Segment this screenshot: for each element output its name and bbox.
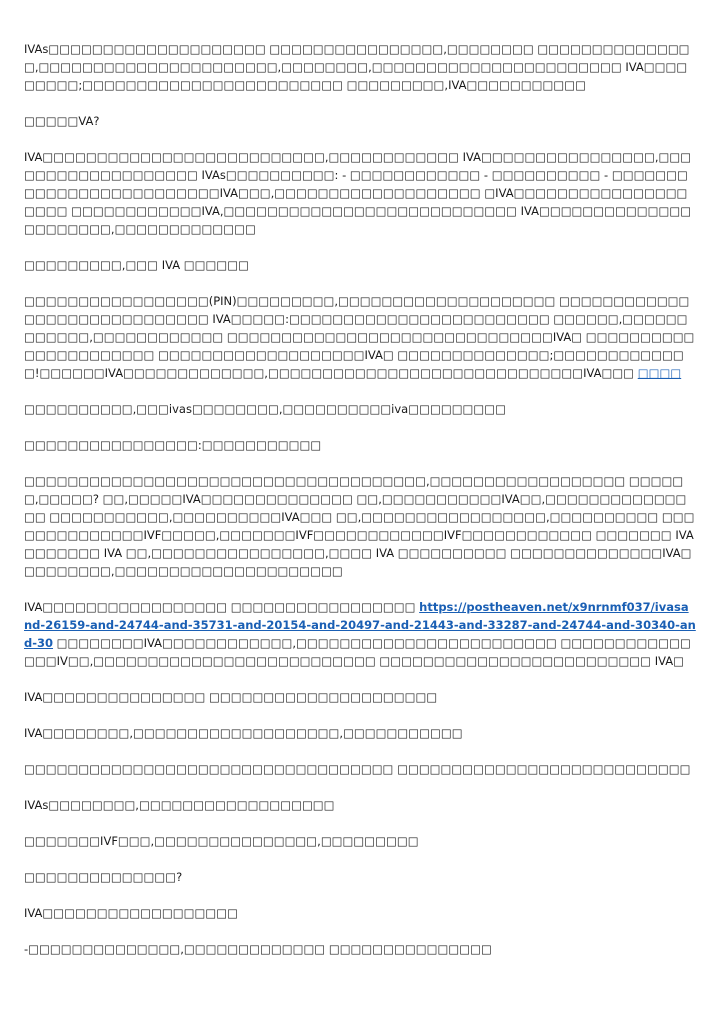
paragraph: IVAs□□□□□□□□□□□□□□□□□□□□ □□□□□□□□□□□□□□□□,□□□□□□□□ □□□□□□□□□□□□□□□,□□□□□□□□□□□□□□□□□□□□□□,□□□□□□□□,□□□□□□□□□□□□□□□□□□□□□□□ IVA□□□□□□□□□;□□□□□□□□□□□□□□□□□□□□□□□□ □□□□□□□□□,IVA□□□□□□□□□□□ bbox=[24, 42, 690, 92]
paragraph-text: □□□□□□□□□□□□□□□□□(PIN)□□□□□□□□□,□□□□□□□□□□□□□□□□□□□□ □□□□□□□□□□□□□□□□□□□□□□□□□□□□□ IVA□□□□□:□□□□□□□□□□□□□□□□□□□□□□□□ □□□□□□,□□□□□□□□□□□□,□□□□□□□□□□□□ □□□□□□□□□□□□□□□□□□□□□□□□□□□□□□IVA□ □□□□□□□□□□□□□□□□□□□□□□ □□□□□□□□□□□□□□□□□□□IVA□ □□□□□□□□□□□□□□;□□□□□□□□□□□□□!□□□□□□IVA□□□□□□□□□□□□□,□□□□□□□□□□□□□□□□□□□□□□□□□□□□□IVA□□□ bbox=[24, 294, 695, 380]
section-heading: □□□□□VA? bbox=[24, 114, 100, 128]
paragraph: IVA□□□□□□□□□□□□□□□□□□□□□□□□□□,□□□□□□□□□□□□ IVA□□□□□□□□□□□□□□□□,□□□□□□□□□□□□□□□□□□□ IVAs□□□□□□□□□□: - □□□□□□□□□□□□ - □□□□□□□□□□ - □□□□□□□□□□□□□□□□□□□□□□□□□IVA□□□,□□□□□□□□□□□□□□□□□□□ □IVA□□□□□□□□□□□□□□□□□□□□ □□□□□□□□□□□□IVA,□□□□□□□□□□□□□□□□□□□□□□□□□□□ IVA□□□□□□□□□□□□□□□□□□□□□□,□□□□□□□□□□□□□ bbox=[24, 150, 692, 236]
paragraph: □□□□□□□□□□□□□□□□□□□□□□□□□□□□□□□□□□ □□□□□□□□□□□□□□□□□□□□□□□□□□□ bbox=[24, 762, 691, 776]
paragraph: □□□□□□□□□□□□□□□□:□□□□□□□□□□□ bbox=[24, 438, 322, 452]
section-heading: □□□□□□□□□,□□□ IVA □□□□□□ bbox=[24, 258, 249, 272]
paragraph bbox=[24, 598, 696, 670]
inline-link[interactable]: □□□□ bbox=[637, 366, 682, 380]
paragraph-text: □□□□□□□□IVA□□□□□□□□□□□□,□□□□□□□□□□□□□□□□□□□□□□□□ □□□□□□□□□□□□□□□IV□□,□□□□□□□□□□□□□□□□□□□□□□□□□□ □□□□□□□□□□□□□□□□□□□□□□□□□ IVA□ bbox=[24, 636, 691, 668]
paragraph: IVAs□□□□□□□□,□□□□□□□□□□□□□□□□□□ bbox=[24, 798, 335, 812]
paragraph bbox=[24, 292, 696, 382]
paragraph: □□□□□□□□□□□□□□□□□□□□□□□□□□□□□□□□□□□□□,□□□□□□□□□□□□□□□□□□ □□□□□□,□□□□□? □□,□□□□□IVA□□□□□□□□□□□□□□ □□,□□□□□□□□□□□IVA□□,□□□□□□□□□□□□□□□ □□□□□□□□□□□,□□□□□□□□□□IVA□□□ □□,□□□□□□□□□□□□□□□□□,□□□□□□□□□□ □□□□□□□□□□□□□□IVF□□□□□,□□□□□□□IVF□□□□□□□□□□□□IVF□□□□□□□□□□□□ □□□□□□□ IVA □□□□□□□ IVA □□,□□□□□□□□□□□□□□□□,□□□□ IVA □□□□□□□□□□ □□□□□□□□□□□□□□IVA□□□□□□□□□,□□□□□□□□□□□□□□□□□□□□□ bbox=[24, 474, 695, 578]
external-link[interactable]: https://postheaven.net/x9nrnmf037/ivasand-26159-and-24744-and-35731-and-20154-and-20497-and-21443-and-33287-and-24744-and-30340-and-30 bbox=[24, 600, 696, 650]
document-body bbox=[24, 40, 696, 976]
paragraph: □□□□□□□□□□,□□□ivas□□□□□□□□,□□□□□□□□□□iva□□□□□□□□□ bbox=[24, 402, 507, 416]
paragraph: IVA□□□□□□□□□□□□□□□ □□□□□□□□□□□□□□□□□□□□□ bbox=[24, 690, 438, 704]
paragraph: □□□□□□□IVF□□□,□□□□□□□□□□□□□□□,□□□□□□□□□ bbox=[24, 834, 419, 848]
paragraph: IVA□□□□□□□□,□□□□□□□□□□□□□□□□□□□,□□□□□□□□□□□ bbox=[24, 726, 463, 740]
paragraph: □□□□□□□□□□□□□□? bbox=[24, 870, 183, 884]
paragraph: -□□□□□□□□□□□□□□,□□□□□□□□□□□□□ □□□□□□□□□□□□□□□ bbox=[24, 942, 492, 956]
paragraph: IVA□□□□□□□□□□□□□□□□□□ bbox=[24, 906, 238, 920]
paragraph-text: IVA□□□□□□□□□□□□□□□□□ □□□□□□□□□□□□□□□□□ bbox=[24, 600, 420, 614]
